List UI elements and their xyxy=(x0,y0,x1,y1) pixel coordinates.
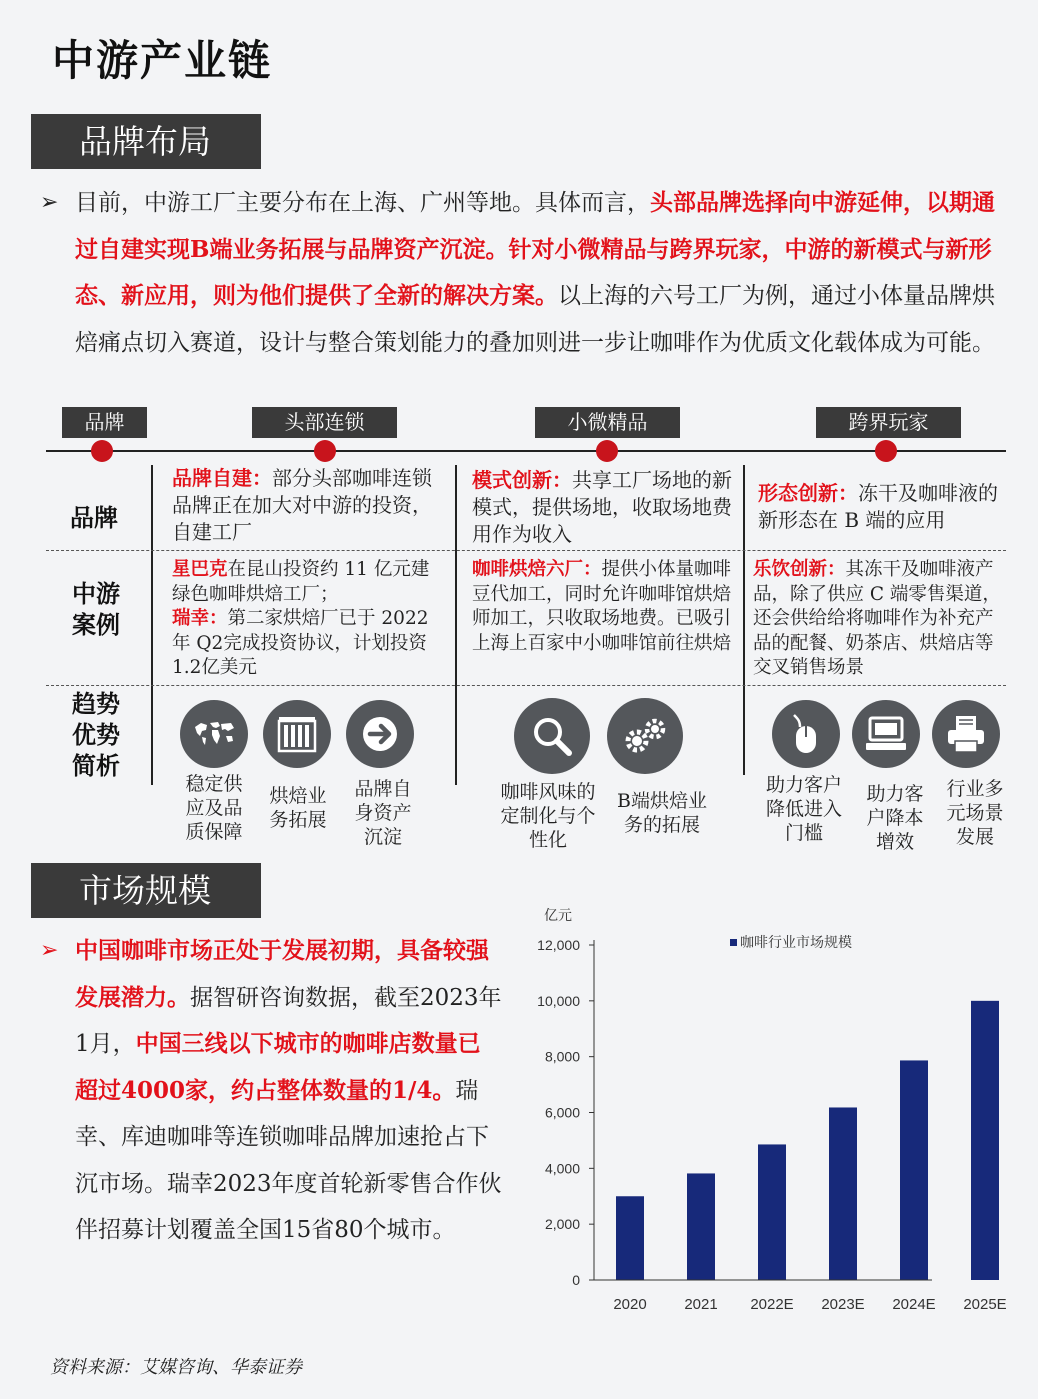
timeline-dot xyxy=(596,440,618,462)
x-tick-label: 2025E xyxy=(963,1296,1007,1313)
market-size-chart xyxy=(520,895,1030,1325)
para-highlight-1: 头部品牌选择向中游延伸，以期通过自建实现B端业务拓展与品牌资产沉淀。针对小微精品与跨界玩家，中游的新模式与新形态、新应用，则为他们提供了全新的解决方案。 xyxy=(75,189,995,309)
x-tick-label: 2024E xyxy=(892,1296,936,1313)
bar-2025E xyxy=(971,1001,999,1280)
mouse-icon xyxy=(772,700,840,768)
bar-2021 xyxy=(687,1173,715,1280)
timeline-dot xyxy=(875,440,897,462)
row-divider xyxy=(46,550,1006,551)
para-text-1: 目前，中游工厂主要分布在上海、广州等地。具体而言， xyxy=(75,190,650,216)
world-map-icon xyxy=(180,700,248,768)
page-title: 中游产业链 xyxy=(52,36,273,85)
source-note: 资料来源：艾媒咨询、华泰证券 xyxy=(50,1357,302,1378)
row-divider xyxy=(46,685,1006,686)
bar-2020 xyxy=(616,1196,644,1280)
timeline-dot xyxy=(314,440,336,462)
brand-cell-head-chain: 品牌自建：部分头部咖啡连锁品牌正在加大对中游的投资，自建工厂 xyxy=(172,466,432,544)
bar-2023E xyxy=(829,1107,857,1280)
tag-head-chain: 头部连锁 xyxy=(252,407,397,438)
bullet-arrow-icon: ➢ xyxy=(40,190,59,215)
y-tick-label: 0 xyxy=(572,1272,580,1288)
column-divider xyxy=(151,465,153,785)
trend-label: 品牌自身资产沉淀 xyxy=(354,778,412,848)
timeline-line xyxy=(46,450,1006,452)
trend-label: B端烘焙业务的拓展 xyxy=(617,790,707,836)
y-tick-label: 6,000 xyxy=(544,1104,580,1121)
column-divider xyxy=(455,465,457,785)
para-text-2: 瑞幸、库迪咖啡等连锁咖啡品牌加速抢占下沉市场。瑞幸2023年度首轮新零售合作伙伴招募计划覆盖全国15省80个城市。 xyxy=(75,1077,502,1243)
case-cell-head-chain: 星巴克在昆山投资约 11 亿元建绿色咖啡烘焙工厂； 瑞幸：第二家烘焙厂已于 2022 年 Q2完成投资协议，计划投资1.2亿美元 xyxy=(172,559,430,678)
trend-label: 行业多元场景发展 xyxy=(946,778,1004,848)
y-tick-label: 4,000 xyxy=(544,1160,580,1177)
para-highlight-2: 中国三线以下城市的咖啡店数量已超过4000家，约占整体数量的1/4。 xyxy=(75,1030,481,1104)
y-tick-label: 8,000 xyxy=(544,1048,580,1065)
buildings-icon xyxy=(263,700,331,768)
x-tick-label: 2021 xyxy=(684,1296,718,1313)
trend-label: 稳定供应及品质保障 xyxy=(185,773,243,843)
trend-label: 助力客户降低进入门槛 xyxy=(765,774,842,844)
printer-icon xyxy=(932,700,1000,768)
timeline-dot xyxy=(91,440,113,462)
brand-cell-micro: 模式创新：共享工厂场地的新模式，提供场地，收取场地费用作为收入 xyxy=(472,468,732,546)
y-tick-label: 2,000 xyxy=(544,1216,580,1233)
para-text-2: 以上海的六号工厂为例，通过小体量品牌烘焙痛点切入赛道，设计与整合策划能力的叠加则进一步让咖啡作为优质文化载体成为可能。 xyxy=(75,283,995,356)
section-header-brand-layout: 品牌布局 xyxy=(31,114,261,169)
bar-2024E xyxy=(900,1060,928,1280)
y-axis-label: 亿元 xyxy=(544,907,572,923)
y-tick-label: 12,000 xyxy=(537,937,580,953)
case-cell-crossover: 乐饮创新：其冻干及咖啡液产品，除了供应 C 端零售渠道，还会供给给将咖啡作为补充产品的配餐、奶茶店、烘焙店等交叉销售场景 xyxy=(753,559,1001,678)
tag-micro-boutique: 小微精品 xyxy=(535,407,680,438)
tag-brand: 品牌 xyxy=(62,407,147,438)
magnifier-icon xyxy=(514,698,590,774)
column-divider xyxy=(743,465,745,775)
computer-icon xyxy=(852,700,920,768)
gears-icon xyxy=(607,698,683,774)
trend-label: 烘焙业务拓展 xyxy=(269,785,327,831)
case-cell-micro: 咖啡烘焙六厂：提供小体量咖啡豆代加工，同时允许咖啡馆烘焙师加工，只收取场地费。已吸引上海上百家中小咖啡馆前往烘焙 xyxy=(472,559,732,654)
y-tick-label: 10,000 xyxy=(537,992,580,1009)
bar-2022E xyxy=(758,1144,786,1280)
para-highlight-1: 中国咖啡市场正处于发展初期，具备较强发展潜力。 xyxy=(75,937,489,1011)
row-label-trend: 趋势优势简析 xyxy=(72,689,120,780)
x-tick-label: 2022E xyxy=(750,1296,794,1313)
para-text-1: 据智研咨询数据，截至2023年1月， xyxy=(75,984,502,1057)
legend-swatch xyxy=(730,939,737,946)
bullet-arrow-icon: ➢ xyxy=(40,938,59,963)
x-tick-label: 2023E xyxy=(821,1296,865,1313)
legend-label: 咖啡行业市场规模 xyxy=(740,934,852,950)
trend-label: 助力客户降本增效 xyxy=(866,783,924,853)
row-label-brand: 品牌 xyxy=(70,503,118,532)
brand-layout-paragraph xyxy=(40,180,1000,366)
section-header-market-size: 市场规模 xyxy=(31,863,261,918)
x-tick-label: 2020 xyxy=(613,1296,647,1313)
row-label-case: 中游案例 xyxy=(72,579,120,639)
trend-label: 咖啡风味的定制化与个性化 xyxy=(500,781,596,851)
arrow-right-icon xyxy=(346,700,414,768)
market-size-paragraph xyxy=(40,928,502,1254)
tag-crossover-player: 跨界玩家 xyxy=(816,407,961,438)
brand-cell-crossover: 形态创新：冻干及咖啡液的新形态在 B 端的应用 xyxy=(758,481,998,532)
